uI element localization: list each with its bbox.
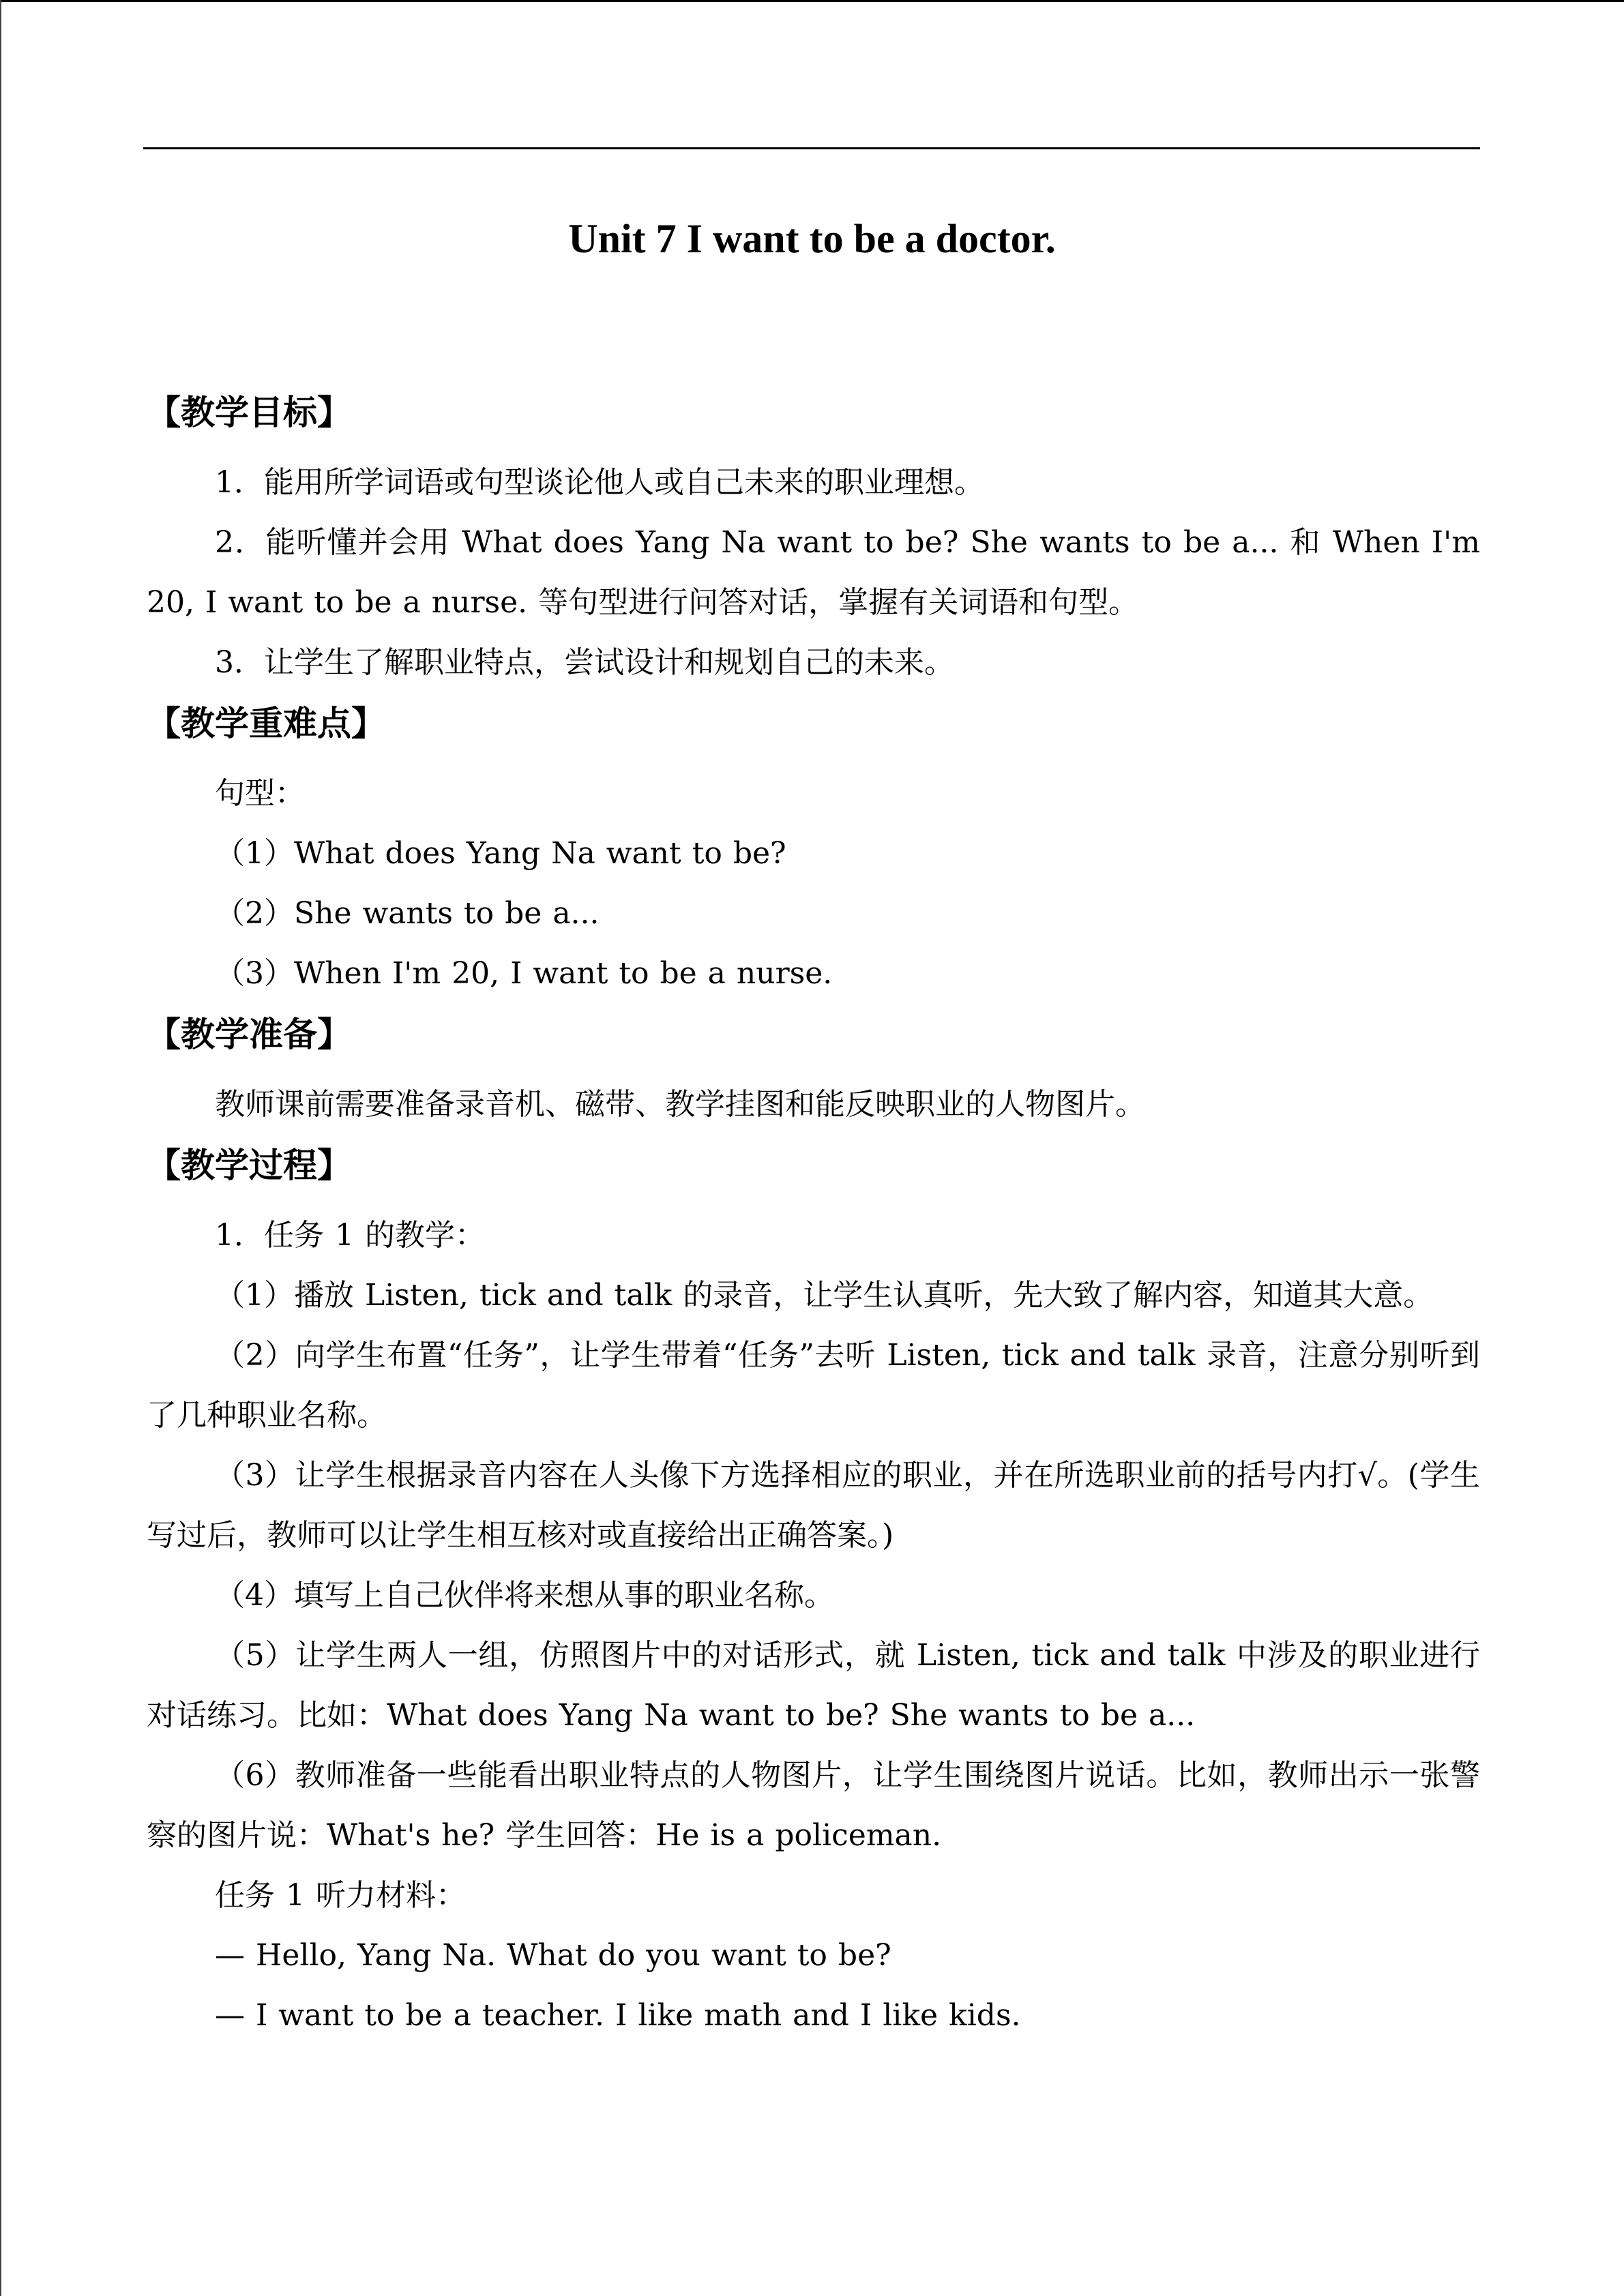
section-process xyxy=(147,1135,1480,2046)
process-item-7: （6）教师准备一些能看出职业特点的人物图片，让学生围绕图片说话。比如，教师出示一张警察的图片说：What's he? 学生回答：He is a policeman. xyxy=(147,1758,1480,1853)
section-heading-objectives: 【教学目标】 xyxy=(147,393,351,432)
section-key-points xyxy=(147,693,1480,1004)
process-item-6: （5）让学生两人一组，仿照图片中的对话形式，就 Listen, tick and talk 中涉及的职业进行对话练习。比如：What does Yang Na want to be? She wants to be a... xyxy=(147,1638,1480,1733)
dialogue-line-2: — I want to be a teacher. I like math and I like kids. xyxy=(215,1998,1021,2033)
key-point-item-2: （2）She wants to be a... xyxy=(215,896,600,931)
process-item-1: 1．任务 1 的教学： xyxy=(215,1218,485,1253)
process-item-3: （2）向学生布置“任务”，让学生带着“任务”去听 Listen, tick and talk 录音，注意分别听到了几种职业名称。 xyxy=(147,1338,1480,1433)
process-item-4: （3）让学生根据录音内容在人头像下方选择相应的职业，并在所选职业前的括号内打√。(学生写过后，教师可以让学生相互核对或直接给出正确答案。) xyxy=(147,1458,1480,1553)
objective-item-2: 2．能听懂并会用 What does Yang Na want to be? She wants to be a... 和 When I'm 20, I want to be a nurse. 等句型进行问答对话，掌握有关词语和句型。 xyxy=(147,525,1480,620)
section-heading-key-points: 【教学重难点】 xyxy=(147,704,385,743)
dialogue-line-1: — Hello, Yang Na. What do you want to be? xyxy=(215,1938,891,1973)
header-rule xyxy=(143,147,1480,149)
document-title: Unit 7 I want to be a doctor. xyxy=(568,216,1056,261)
page-top-border xyxy=(0,0,1624,2)
section-objectives xyxy=(147,382,1480,693)
objective-item-1: 1．能用所学词语或句型谈论他人或自己未来的职业理想。 xyxy=(215,465,984,500)
process-item-5: （4）填写上自己伙伴将来想从事的职业名称。 xyxy=(215,1578,834,1613)
key-point-item-1: （1）What does Yang Na want to be? xyxy=(215,836,786,871)
key-points-intro: 句型： xyxy=(215,776,305,811)
preparation-text: 教师课前需要准备录音机、磁带、教学挂图和能反映职业的人物图片。 xyxy=(215,1087,1145,1122)
section-heading-preparation: 【教学准备】 xyxy=(147,1015,351,1054)
section-heading-process: 【教学过程】 xyxy=(147,1146,351,1185)
document-body xyxy=(147,382,1480,2046)
page-left-border xyxy=(0,0,1,2296)
process-item-2: （1）播放 Listen, tick and talk 的录音，让学生认真听，先大致了解内容，知道其大意。 xyxy=(215,1278,1434,1313)
listening-material-label: 任务 1 听力材料： xyxy=(215,1878,466,1913)
section-preparation xyxy=(147,1004,1480,1135)
objective-item-3: 3．让学生了解职业特点，尝试设计和规划自己的未来。 xyxy=(215,645,954,680)
key-point-item-3: （3）When I'm 20, I want to be a nurse. xyxy=(215,956,833,991)
